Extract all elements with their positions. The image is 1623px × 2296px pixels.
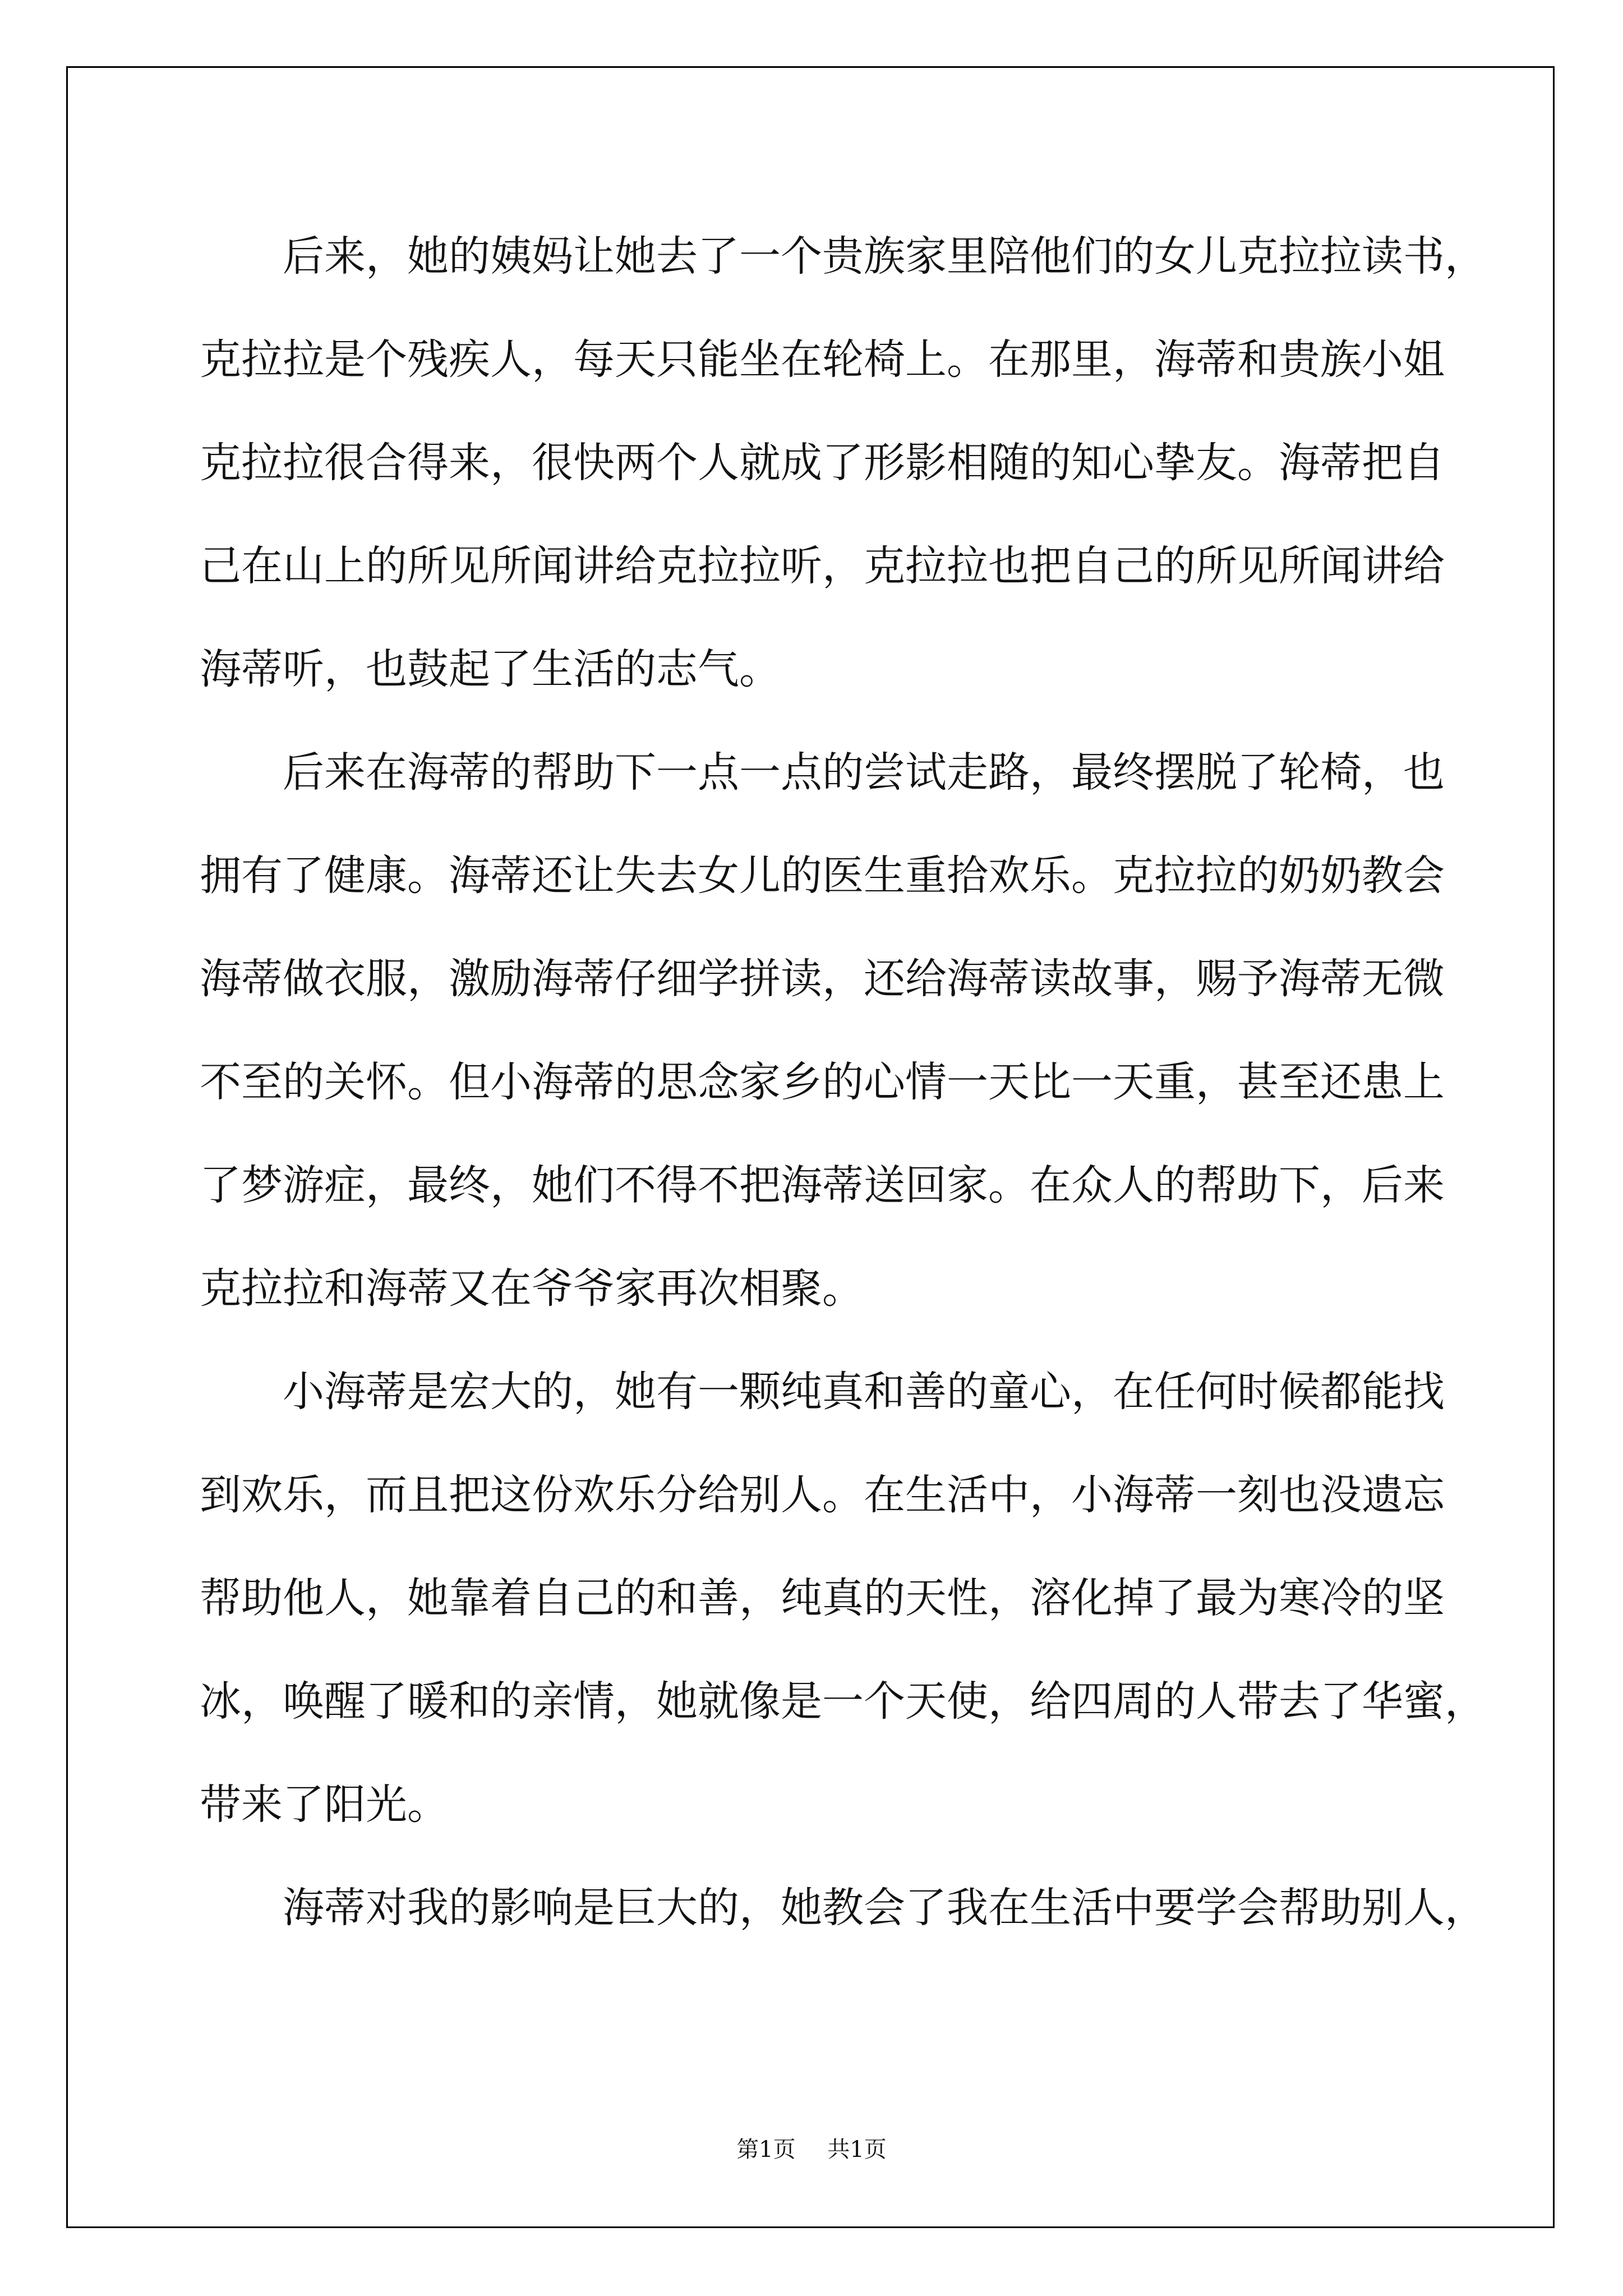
text-line: 拥有了健康。海蒂还让失去女儿的医生重拾欢乐。克拉拉的奶奶教会 (200, 852, 1445, 900)
text-line: 后来，她的姨妈让她去了一个贵族家里陪他们的女儿克拉拉读书， (283, 232, 1486, 280)
text-line: 克拉拉和海蒂又在爷爷家再次相聚。 (200, 1264, 864, 1313)
text-line: 克拉拉很合得来，很快两个人就成了形影相随的知心挚友。海蒂把自 (200, 439, 1445, 487)
text-line: 冰，唤醒了暖和的亲情，她就像是一个天使，给四周的人带去了华蜜， (200, 1677, 1486, 1726)
text-line: 海蒂做衣服，激励海蒂仔细学拼读，还给海蒂读故事，赐予海蒂无微 (200, 955, 1445, 1003)
text-line: 了梦游症，最终，她们不得不把海蒂送回家。在众人的帮助下，后来 (200, 1161, 1445, 1209)
document-body (200, 205, 1486, 1959)
page-number: 第1页 (736, 2137, 796, 2162)
text-line: 带来了阳光。 (200, 1780, 449, 1829)
page-footer (0, 2132, 1623, 2164)
page-total: 共1页 (827, 2137, 887, 2162)
text-line: 己在山上的所见所闻讲给克拉拉听，克拉拉也把自己的所见所闻讲给 (200, 542, 1445, 590)
text-line: 不至的关怀。但小海蒂的思念家乡的心情一天比一天重，甚至还患上 (200, 1058, 1445, 1106)
text-line: 后来在海蒂的帮助下一点一点的尝试走路，最终摆脱了轮椅，也 (283, 748, 1445, 797)
text-line: 克拉拉是个残疾人，每天只能坐在轮椅上。在那里，海蒂和贵族小姐 (200, 335, 1445, 384)
text-line: 帮助他人，她靠着自己的和善，纯真的天性，溶化掉了最为寒冷的坚 (200, 1574, 1445, 1622)
text-line: 海蒂听，也鼓起了生活的志气。 (200, 645, 781, 693)
text-line: 到欢乐，而且把这份欢乐分给别人。在生活中，小海蒂一刻也没遗忘 (200, 1471, 1445, 1519)
text-line: 海蒂对我的影响是巨大的，她教会了我在生活中要学会帮助别人， (283, 1884, 1486, 1932)
text-line: 小海蒂是宏大的，她有一颗纯真和善的童心，在任何时候都能找 (283, 1368, 1445, 1416)
